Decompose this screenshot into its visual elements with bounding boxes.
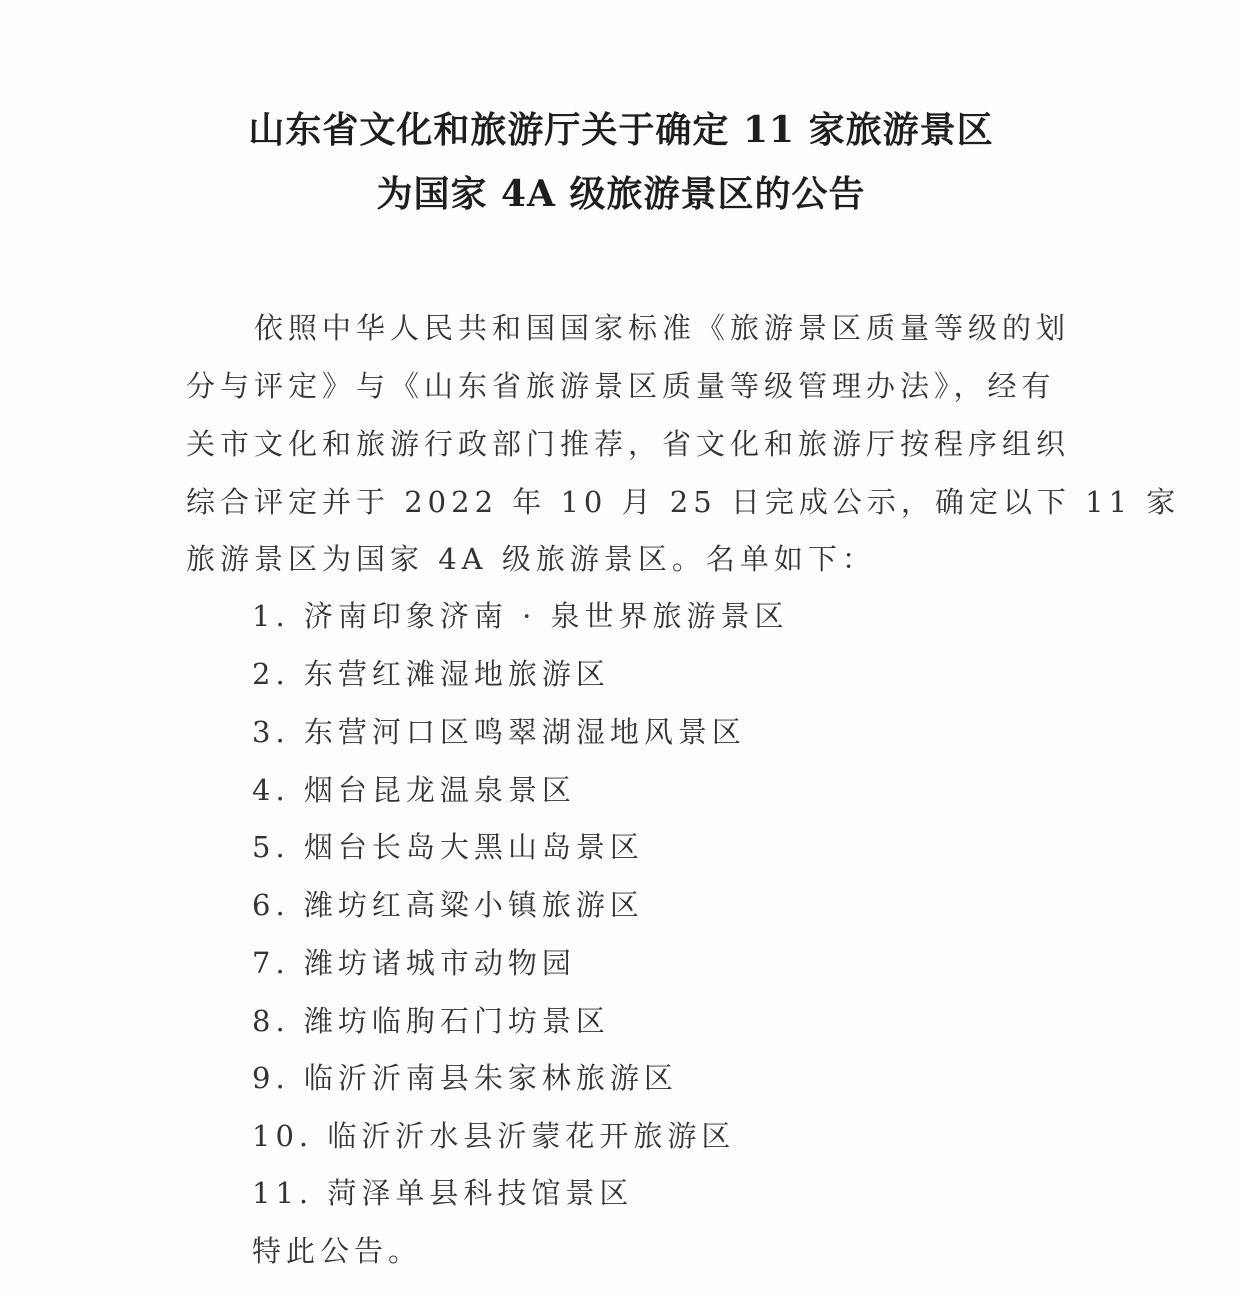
list-item: 4. 烟台昆龙温泉景区 [252, 773, 576, 807]
paragraph-line: 分与评定》与《山东省旅游景区质量等级管理办法》，经有 [186, 369, 1056, 403]
list-item: 6. 潍坊红高粱小镇旅游区 [252, 888, 644, 922]
list-item: 3. 东营河口区鸣翠湖湿地风景区 [252, 715, 746, 749]
paragraph-line: 关市文化和旅游行政部门推荐，省文化和旅游厅按程序组织 [186, 427, 1071, 461]
list-item: 9. 临沂沂南县朱家林旅游区 [252, 1061, 678, 1095]
list-item: 2. 东营红滩湿地旅游区 [252, 657, 610, 691]
list-item: 10. 临沂沂水县沂蒙花开旅游区 [252, 1119, 736, 1153]
list-item: 1. 济南印象济南 · 泉世界旅游景区 [252, 599, 789, 633]
list-item: 5. 烟台长岛大黑山岛景区 [252, 830, 644, 864]
list-item: 8. 潍坊临朐石门坊景区 [252, 1004, 610, 1038]
paragraph-line: 依照中华人民共和国国家标准《旅游景区质量等级的划 [254, 311, 1071, 345]
list-item: 7. 潍坊诸城市动物园 [252, 946, 576, 980]
list-item: 11. 菏泽单县科技馆景区 [252, 1176, 634, 1210]
document-title-line-1: 山东省文化和旅游厅关于确定 11 家旅游景区 [248, 109, 994, 151]
closing-text: 特此公告。 [252, 1234, 423, 1268]
paragraph-line: 综合评定并于 2022 年 10 月 25 日完成公示，确定以下 11 家 [186, 485, 1181, 519]
paragraph-line: 旅游景区为国家 4A 级旅游景区。名单如下： [186, 542, 876, 576]
document-title-line-2: 为国家 4A 级旅游景区的公告 [376, 173, 866, 215]
